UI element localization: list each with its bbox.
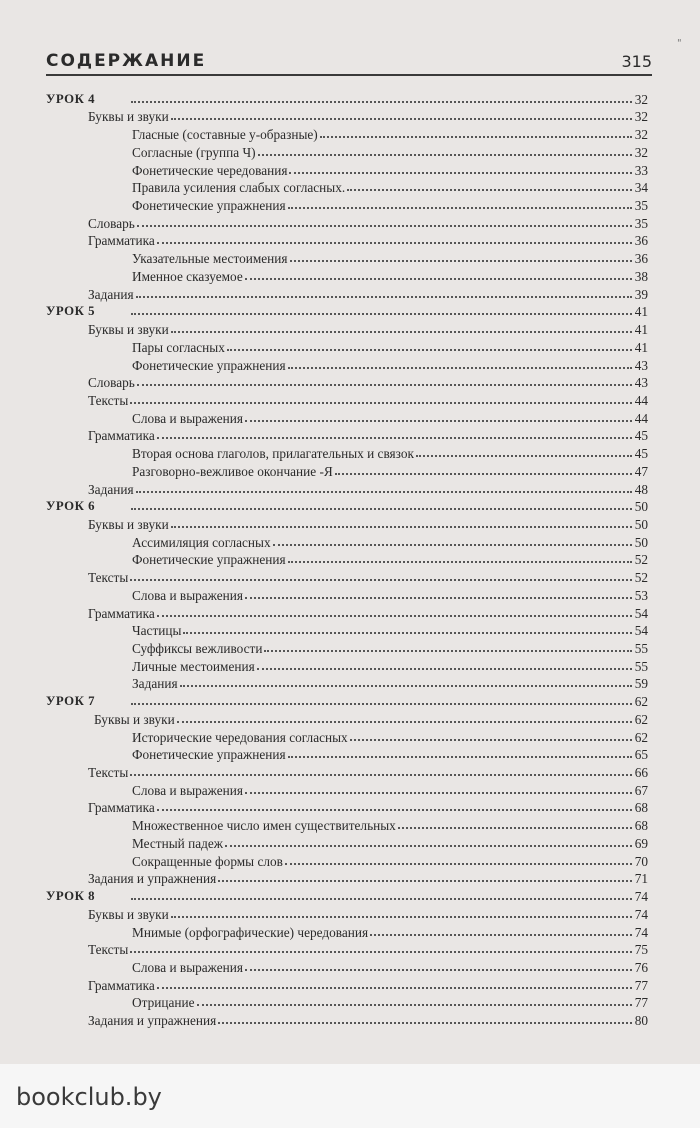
toc-entry-page: 52 <box>634 552 648 568</box>
toc-entry <box>46 834 648 852</box>
toc-entry-page: 55 <box>634 658 648 674</box>
toc-entry-page: 80 <box>634 1013 648 1029</box>
toc-entry-title: Грамматика <box>88 428 155 444</box>
toc-entry-title: Разговорно-вежливое окончание -Я <box>132 463 333 479</box>
toc-entry-page: 33 <box>634 162 648 178</box>
dot-leader <box>131 897 632 900</box>
dot-leader <box>177 720 632 723</box>
dot-leader <box>137 224 632 227</box>
toc-entry <box>46 1011 648 1029</box>
toc-entry <box>46 657 648 675</box>
dot-leader <box>157 986 632 989</box>
dot-leader <box>218 879 632 882</box>
toc-lesson-entry <box>46 498 648 516</box>
toc-entry-page: 47 <box>634 463 648 479</box>
toc-entry <box>46 533 648 551</box>
toc-lesson-entry <box>46 692 648 710</box>
toc-entry-title: Задания <box>88 286 134 302</box>
toc-entry <box>46 143 648 161</box>
toc-entry-page: 35 <box>634 198 648 214</box>
dot-leader <box>289 171 632 174</box>
dot-leader <box>180 684 632 687</box>
dot-leader <box>131 312 632 315</box>
toc-entry <box>46 196 648 214</box>
toc-lesson-entry <box>46 90 648 108</box>
toc-entry <box>46 232 648 250</box>
toc-entry-page: 36 <box>634 233 648 249</box>
toc-entry-page: 62 <box>634 711 648 727</box>
toc-entry <box>46 161 648 179</box>
toc-entry-title: Местный падеж <box>132 835 223 851</box>
dot-leader <box>335 472 632 475</box>
toc-entry-page: 50 <box>634 534 648 550</box>
toc-entry-title: Буквы и звуки <box>94 711 175 727</box>
dot-leader <box>290 259 632 262</box>
dot-leader <box>245 596 632 599</box>
dot-leader <box>131 507 632 510</box>
toc-entry-title: Тексты <box>88 765 129 781</box>
toc-entry-page: 45 <box>634 446 648 462</box>
toc-entry-page: 71 <box>634 871 648 887</box>
toc-entry <box>46 799 648 817</box>
toc-lesson-entry <box>46 303 648 321</box>
dot-leader <box>171 525 632 528</box>
toc-entry-title: Слова и выражения <box>132 959 243 975</box>
toc-entry-page: 69 <box>634 835 648 851</box>
dot-leader <box>183 631 632 634</box>
toc-entry-page: 38 <box>634 268 648 284</box>
toc-entry-page: 62 <box>634 729 648 745</box>
toc-entry-page: 77 <box>634 995 648 1011</box>
toc-entry-title: Задания и упражнения <box>88 871 217 887</box>
dot-leader <box>137 383 632 386</box>
toc-entry <box>46 870 648 888</box>
toc-entry-title: Грамматика <box>88 605 155 621</box>
dot-leader <box>320 135 632 138</box>
toc-entry-title: Слова и выражения <box>132 587 243 603</box>
corner-mark: " <box>677 38 682 49</box>
toc-entry-page: 74 <box>634 924 648 940</box>
toc-entry-title: УРОК 4 <box>46 91 95 106</box>
dot-leader <box>218 1021 632 1024</box>
toc-entry-title: УРОК 8 <box>46 889 95 904</box>
toc-entry-page: 62 <box>634 694 648 710</box>
toc-entry <box>46 852 648 870</box>
dot-leader <box>347 188 632 191</box>
dot-leader <box>245 277 632 280</box>
toc-entry-title: Словарь <box>88 215 135 231</box>
dot-leader <box>171 915 632 918</box>
dot-leader <box>157 808 632 811</box>
toc-entry-title: Грамматика <box>88 233 155 249</box>
toc-entry-page: 50 <box>634 499 648 515</box>
dot-leader <box>131 702 632 705</box>
toc-entry-page: 70 <box>634 853 648 869</box>
toc-entry-page: 32 <box>634 91 648 107</box>
toc-entry-page: 74 <box>634 906 648 922</box>
toc-entry-title: УРОК 7 <box>46 694 95 709</box>
toc-entry-title: Указательные местоимения <box>132 251 288 267</box>
toc-entry-title: Буквы и звуки <box>88 322 169 338</box>
toc-entry-title: Отрицание <box>132 995 195 1011</box>
toc-entry-page: 54 <box>634 605 648 621</box>
toc-entry-page: 41 <box>634 339 648 355</box>
toc-entry-page: 59 <box>634 676 648 692</box>
toc-entry <box>46 409 648 427</box>
dot-leader <box>171 117 632 120</box>
toc-entry-page: 39 <box>634 286 648 302</box>
toc-entry <box>46 976 648 994</box>
page-number: 315 <box>621 52 652 71</box>
toc-entry-title: Грамматика <box>88 977 155 993</box>
toc-entry <box>46 781 648 799</box>
dot-leader <box>285 862 632 865</box>
table-of-contents <box>46 90 648 1029</box>
dot-leader <box>130 773 632 776</box>
watermark-text: bookclub.by <box>16 1083 162 1111</box>
toc-entry-page: 50 <box>634 516 648 532</box>
toc-entry-title: Фонетические упражнения <box>132 357 286 373</box>
toc-entry-title: Суффиксы вежливости <box>132 641 263 656</box>
dot-leader <box>288 366 632 369</box>
toc-entry-title: Фонетические упражнения <box>132 198 286 214</box>
toc-entry <box>46 125 648 143</box>
dot-leader <box>350 738 632 741</box>
toc-entry-page: 75 <box>634 942 648 958</box>
toc-entry <box>46 480 648 498</box>
toc-entry-page: 35 <box>634 215 648 231</box>
toc-entry-page: 43 <box>634 357 648 373</box>
dot-leader <box>157 436 632 439</box>
dot-leader <box>264 649 632 652</box>
toc-entry <box>46 639 648 657</box>
toc-entry <box>46 941 648 959</box>
toc-entry <box>46 320 648 338</box>
toc-entry-title: Задания и упражнения <box>88 1013 217 1029</box>
toc-entry <box>46 816 648 834</box>
toc-entry-title: Фонетические упражнения <box>132 747 286 763</box>
toc-entry <box>46 427 648 445</box>
dot-leader <box>130 401 632 404</box>
toc-entry-title: Правила усиления слабых согласных. <box>132 180 346 196</box>
toc-entry-page: 45 <box>634 428 648 444</box>
dot-leader <box>288 755 632 758</box>
dot-leader <box>131 100 632 103</box>
toc-entry-page: 52 <box>634 570 648 586</box>
dot-leader <box>130 578 632 581</box>
dot-leader <box>398 826 632 829</box>
toc-entry-page: 44 <box>634 392 648 408</box>
toc-entry-title: Словарь <box>88 375 135 391</box>
toc-entry-page: 65 <box>634 747 648 763</box>
toc-entry <box>46 586 648 604</box>
toc-entry-page: 32 <box>634 144 648 160</box>
toc-entry-title: Задания <box>132 676 178 692</box>
dot-leader <box>227 348 632 351</box>
toc-entry-title: Сокращенные формы слов <box>132 853 283 869</box>
toc-entry <box>46 179 648 197</box>
dot-leader <box>245 968 632 971</box>
toc-entry <box>46 249 648 267</box>
dot-leader <box>136 295 632 298</box>
toc-entry-title: Грамматика <box>88 800 155 816</box>
toc-entry-page: 36 <box>634 251 648 267</box>
toc-entry-title: Буквы и звуки <box>88 516 169 532</box>
dot-leader <box>171 330 632 333</box>
toc-entry-page: 44 <box>634 410 648 426</box>
toc-entry-title: Гласные (составные у-образные) <box>132 127 318 143</box>
toc-entry <box>46 374 648 392</box>
toc-entry <box>46 746 648 764</box>
toc-entry-title: Тексты <box>88 392 129 408</box>
dot-leader <box>245 419 632 422</box>
dot-leader <box>257 667 632 670</box>
toc-entry <box>46 267 648 285</box>
toc-entry-page: 54 <box>634 623 648 639</box>
toc-entry-title: Частицы <box>132 623 182 639</box>
toc-entry-page: 41 <box>634 322 648 338</box>
toc-entry <box>46 285 648 303</box>
toc-entry <box>46 391 648 409</box>
dot-leader <box>136 490 632 493</box>
toc-entry-title: Согласные (группа Ч) <box>132 144 256 160</box>
toc-entry <box>46 338 648 356</box>
dot-leader <box>225 844 632 847</box>
toc-entry <box>46 214 648 232</box>
toc-entry-title: Вторая основа глаголов, прилагательных и связок <box>132 446 414 462</box>
toc-entry <box>46 622 648 640</box>
toc-entry-title: УРОК 5 <box>46 304 95 319</box>
toc-entry-page: 48 <box>634 481 648 497</box>
toc-entry-page: 76 <box>634 959 648 975</box>
toc-entry-title: Множественное число имен существительных <box>132 818 396 834</box>
toc-entry <box>46 444 648 462</box>
dot-leader <box>245 791 632 794</box>
page-title: СОДЕРЖАНИЕ <box>46 51 207 71</box>
toc-entry <box>46 604 648 622</box>
toc-entry <box>46 905 648 923</box>
dot-leader <box>273 543 632 546</box>
toc-entry <box>46 728 648 746</box>
toc-entry <box>46 958 648 976</box>
toc-lesson-entry <box>46 887 648 905</box>
dot-leader <box>157 614 632 617</box>
toc-entry-title: Слова и выражения <box>132 782 243 798</box>
toc-entry-title: Пары согласных <box>132 339 225 355</box>
toc-entry <box>46 923 648 941</box>
toc-entry-title: Слова и выражения <box>132 410 243 426</box>
toc-entry-title: Тексты <box>88 942 129 958</box>
page-header <box>46 44 652 76</box>
toc-entry-title: Ассимиляция согласных <box>132 534 271 550</box>
toc-entry <box>46 108 648 126</box>
toc-entry-page: 67 <box>634 782 648 798</box>
toc-entry-title: Буквы и звуки <box>88 109 169 125</box>
toc-entry-page: 74 <box>634 889 648 905</box>
toc-entry-title: Тексты <box>88 570 129 586</box>
dot-leader <box>288 560 632 563</box>
toc-entry <box>46 462 648 480</box>
toc-entry-page: 55 <box>634 641 648 656</box>
toc-entry-page: 34 <box>634 180 648 196</box>
toc-entry-title: Исторические чередования согласных <box>132 729 348 745</box>
toc-entry-page: 32 <box>634 127 648 143</box>
toc-entry-page: 66 <box>634 765 648 781</box>
toc-entry-title: Задания <box>88 481 134 497</box>
toc-entry-page: 77 <box>634 977 648 993</box>
toc-entry-page: 68 <box>634 800 648 816</box>
toc-entry-title: Фонетические чередования <box>132 162 288 178</box>
toc-entry <box>46 710 648 728</box>
toc-entry-title: Фонетические упражнения <box>132 552 286 568</box>
toc-entry-title: Личные местоимения <box>132 658 255 674</box>
toc-entry <box>46 568 648 586</box>
toc-entry <box>46 675 648 693</box>
toc-entry-title: Буквы и звуки <box>88 906 169 922</box>
toc-entry <box>46 356 648 374</box>
toc-entry-page: 32 <box>634 109 648 125</box>
dot-leader <box>288 206 632 209</box>
toc-entry <box>46 994 648 1012</box>
dot-leader <box>258 153 632 156</box>
toc-entry-page: 68 <box>634 818 648 834</box>
toc-entry <box>46 763 648 781</box>
toc-entry-page: 41 <box>634 304 648 320</box>
toc-entry <box>46 515 648 533</box>
toc-entry-title: УРОК 6 <box>46 499 95 514</box>
dot-leader <box>130 950 632 953</box>
dot-leader <box>157 241 632 244</box>
toc-entry-page: 53 <box>634 587 648 603</box>
dot-leader <box>197 1003 633 1006</box>
dot-leader <box>370 933 632 936</box>
dot-leader <box>416 454 632 457</box>
toc-entry-title: Именное сказуемое <box>132 268 243 284</box>
toc-entry <box>46 551 648 569</box>
toc-entry-title: Мнимые (орфографические) чередования <box>132 924 369 940</box>
toc-entry-page: 43 <box>634 375 648 391</box>
